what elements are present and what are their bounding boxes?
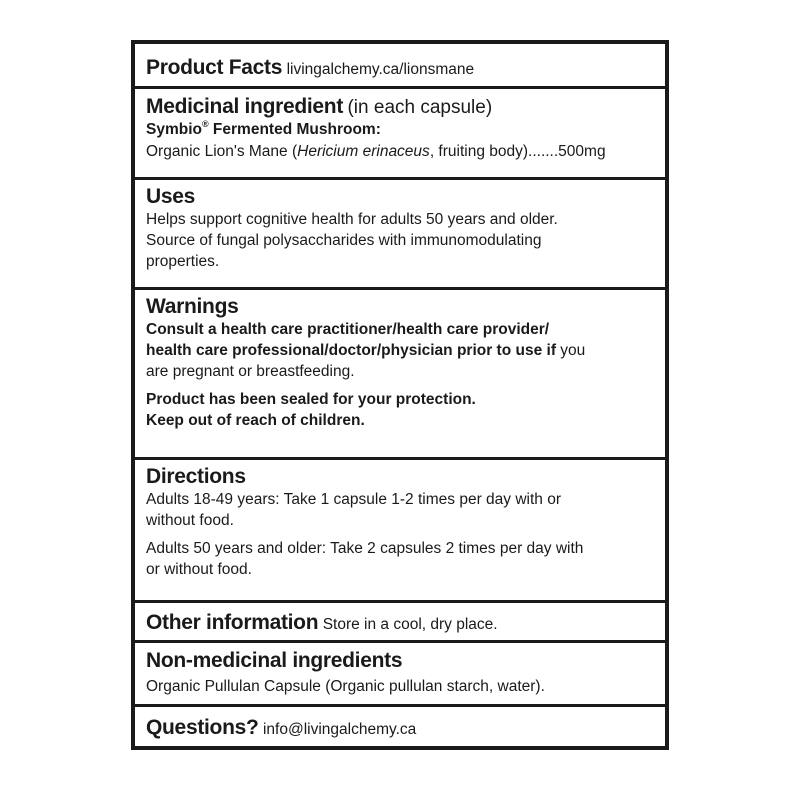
uses-line-2: Source of fungal polysaccharides with immunomodulating: [146, 232, 542, 249]
children-warning: Keep out of reach of children.: [146, 412, 365, 429]
other-information-text: Store in a cool, dry place.: [322, 616, 498, 633]
directions-adults-18-line-1: Adults 18-49 years: Take 1 capsule 1-2 times per day with or: [146, 491, 561, 508]
questions-email[interactable]: info@livingalchemy.ca: [262, 721, 417, 738]
non-medicinal-title: Non-medicinal ingredients: [146, 649, 403, 672]
questions-title: Questions?: [146, 716, 259, 739]
registered-mark: ®: [201, 119, 209, 129]
other-information-section: [135, 603, 665, 643]
warning-line-2: [146, 340, 655, 361]
directions-title: Directions: [146, 465, 246, 488]
warnings-title: Warnings: [146, 295, 239, 318]
directions-adults-18-line-2: without food.: [146, 512, 234, 529]
brand-line: [146, 119, 655, 141]
ingredient-line: [146, 141, 655, 162]
non-medicinal-text: Organic Pullulan Capsule (Organic pullulan starch, water).: [146, 678, 545, 695]
product-facts-title: Product Facts: [146, 56, 283, 79]
directions-adults-50-line-1: Adults 50 years and older: Take 2 capsules 2 times per day with: [146, 540, 584, 557]
product-facts-section: [135, 44, 665, 89]
brand-name: Symbio: [146, 121, 202, 138]
warnings-section: [135, 290, 665, 460]
product-url[interactable]: livingalchemy.ca/lionsmane: [286, 61, 475, 78]
questions-section: [135, 707, 665, 746]
medicinal-ingredient-section: [135, 89, 665, 180]
latin-name: Hericium erinaceus: [297, 143, 430, 160]
uses-section: [135, 180, 665, 290]
product-facts-panel: [131, 40, 669, 750]
ingredient-suffix: , fruiting body).......500mg: [429, 143, 606, 160]
warning-line-3: are pregnant or breastfeeding.: [146, 363, 355, 380]
warning-line-1: Consult a health care practitioner/health care provider/: [146, 321, 550, 338]
directions-adults-50-line-2: or without food.: [146, 561, 252, 578]
directions-section: [135, 460, 665, 603]
warning-line-2-normal: you: [555, 342, 586, 359]
warning-line-2-bold: health care professional/doctor/physician prior to use if: [146, 342, 556, 359]
brand-suffix: Fermented Mushroom:: [208, 121, 381, 138]
sealed-warning: Product has been sealed for your protection.: [146, 391, 476, 408]
uses-title: Uses: [146, 185, 196, 208]
medicinal-qualifier: (in each capsule): [347, 97, 493, 118]
ingredient-prefix: Organic Lion's Mane (: [146, 143, 298, 160]
non-medicinal-section: [135, 643, 665, 707]
uses-line-3: properties.: [146, 253, 220, 270]
medicinal-ingredient-title: Medicinal ingredient: [146, 95, 344, 118]
other-information-title: Other information: [146, 611, 319, 634]
uses-line-1: Helps support cognitive health for adults 50 years and older.: [146, 211, 558, 228]
